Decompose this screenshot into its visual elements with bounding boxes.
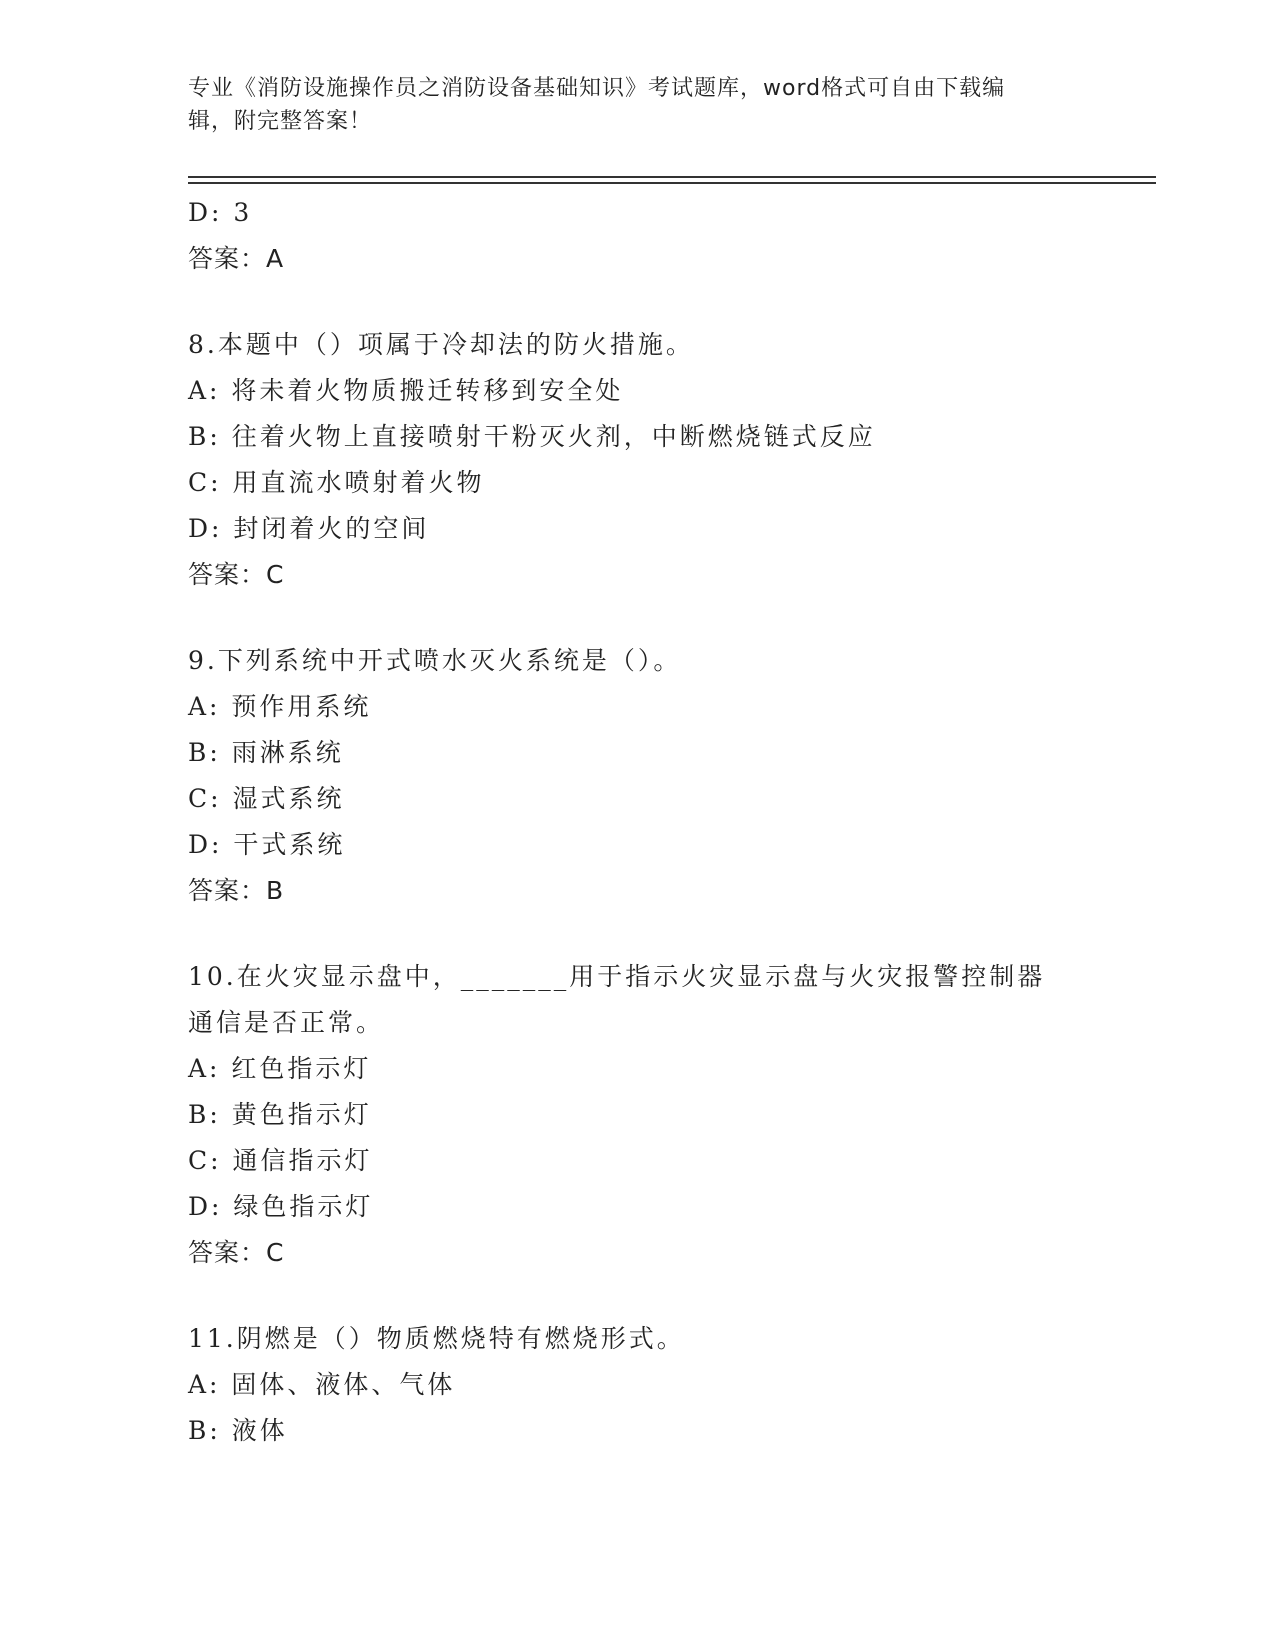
spacer <box>188 282 1156 322</box>
previous-option-d: D: 3 <box>188 198 253 227</box>
option-item: A: 预作用系统 <box>188 692 372 721</box>
option-item: D: 绿色指示灯 <box>188 1192 374 1221</box>
question-text: 10.在火灾显示盘中，_______用于指示火灾显示盘与火灾报警控制器 <box>188 962 1046 991</box>
answer-line: 答案：C <box>188 560 285 589</box>
option-item: C: 用直流水喷射着火物 <box>188 468 485 497</box>
question-text: 11.阴燃是（）物质燃烧特有燃烧形式。 <box>188 1324 685 1353</box>
answer-line: 答案：B <box>188 876 285 905</box>
option-item: D: 干式系统 <box>188 830 346 859</box>
question-text: 9.下列系统中开式喷水灭火系统是（）。 <box>188 646 682 675</box>
option-item: B: 黄色指示灯 <box>188 1100 372 1129</box>
question-text: 通信是否正常。 <box>188 1008 385 1037</box>
answer-line: 答案：C <box>188 1238 285 1267</box>
option-item: A: 将未着火物质搬迁转移到安全处 <box>188 376 624 405</box>
option-item: B: 液体 <box>188 1416 288 1445</box>
spacer <box>188 1276 1156 1316</box>
option-item: A: 固体、液体、气体 <box>188 1370 456 1399</box>
option-item: A: 红色指示灯 <box>188 1054 372 1083</box>
question-block <box>188 954 1156 1316</box>
option-item: B: 往着火物上直接喷射干粉灭火剂，中断燃烧链式反应 <box>188 422 876 451</box>
header-divider-bottom <box>188 182 1156 184</box>
spacer <box>188 598 1156 638</box>
header-line-1: 专业《消防设施操作员之消防设备基础知识》考试题库，word格式可自由下载编 <box>188 76 1006 101</box>
header-line-2: 辑，附完整答案！ <box>188 109 373 134</box>
document-header <box>188 72 1088 138</box>
question-block <box>188 638 1156 954</box>
header-divider-top <box>188 176 1156 178</box>
option-item: D: 封闭着火的空间 <box>188 514 430 543</box>
spacer <box>188 914 1156 954</box>
question-list <box>188 322 1156 1454</box>
option-item: C: 通信指示灯 <box>188 1146 373 1175</box>
question-text: 8.本题中（）项属于冷却法的防火措施。 <box>188 330 694 359</box>
option-item: B: 雨淋系统 <box>188 738 344 767</box>
previous-answer: 答案：A <box>188 244 285 273</box>
question-block <box>188 1316 1156 1454</box>
document-body <box>188 190 1156 1454</box>
question-block <box>188 322 1156 638</box>
option-item: C: 湿式系统 <box>188 784 345 813</box>
